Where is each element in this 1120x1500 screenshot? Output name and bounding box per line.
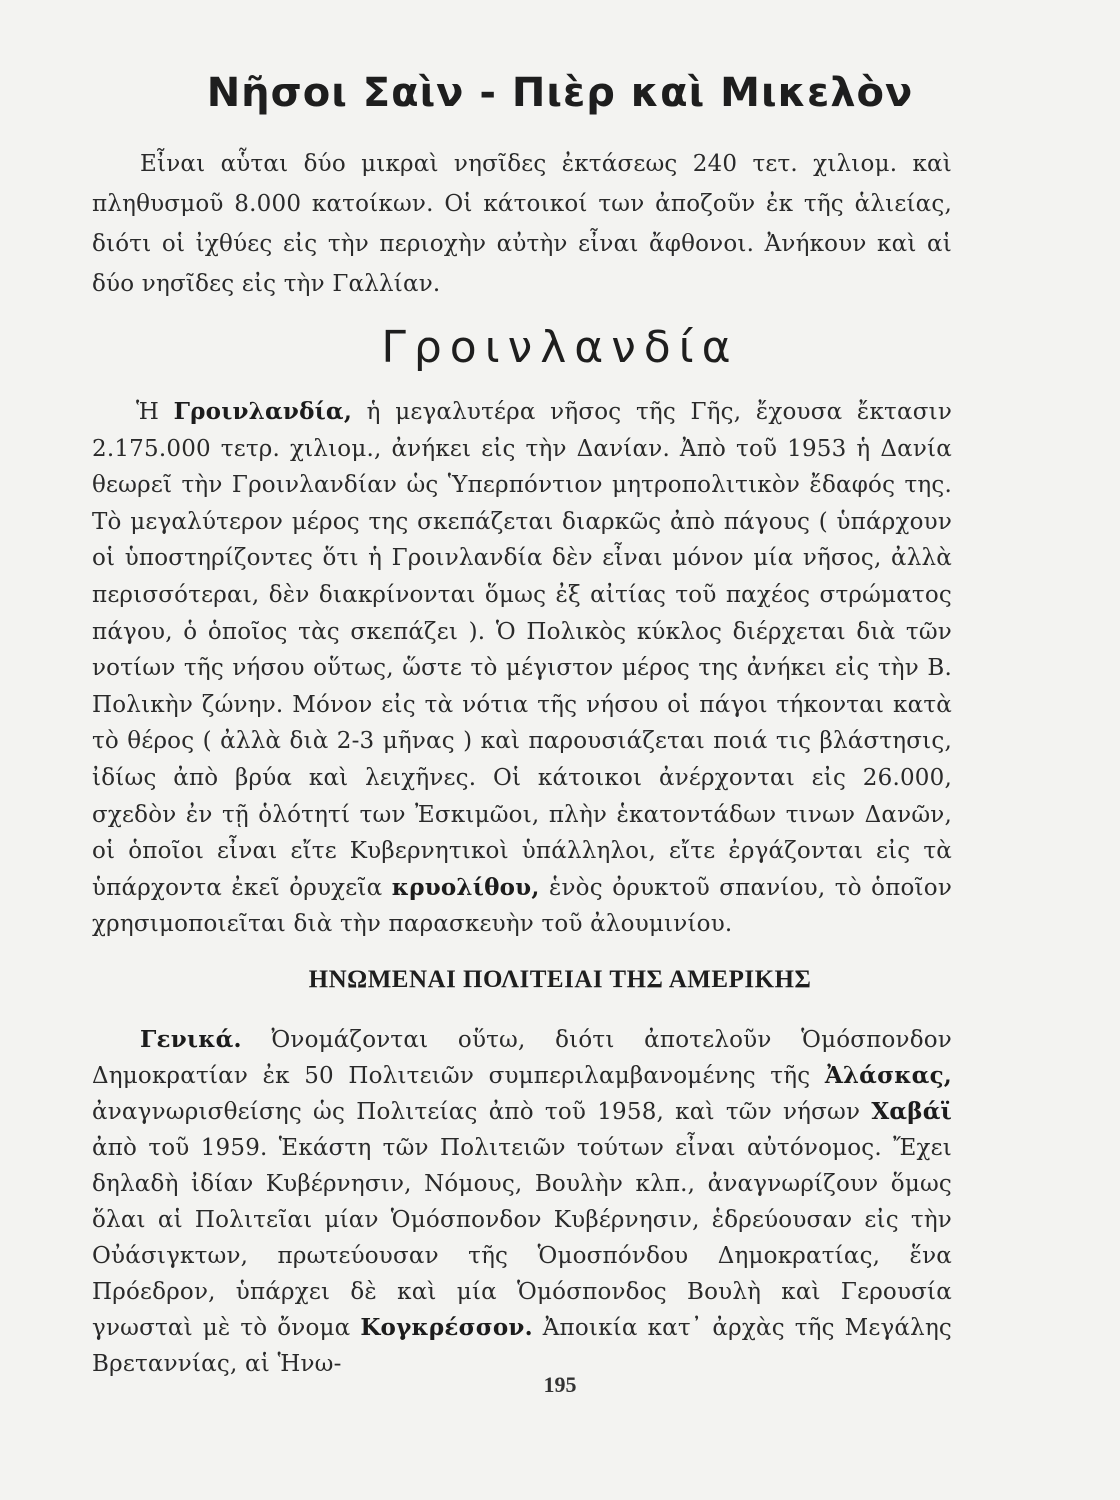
usa-text-3: ἀπὸ τοῦ 1959. Ἑκάστη τῶν Πολιτειῶν τούτων εἶναι αὐτόνομος. Ἔχει δηλαδὴ ἰδίαν Κυβέρνησιν, Νόμους, Βουλὴν κλπ., ἀναγνωρίζουν ὅμως ὅλαι αἱ Πολιτεῖαι μίαν Ὁμόσπονδον Κυβέρνησιν, ἑδρεύουσαν εἰς τὴν Οὐάσιγκτων, πρωτεύουσαν τῆς Ὁμοσπόνδου Δημοκρατίας, ἕνα Πρόεδρον, ὑπάρχει δὲ καὶ μία Ὁμόσπονδος Βουλὴ καὶ Γερουσία γνωσταὶ μὲ τὸ ὄνομα [92, 1135, 952, 1341]
cryolite-term: κρυολίθου, [391, 873, 540, 901]
usa-text-4: Ἀποικία κατ᾽ ἀρχὰς τῆς Μεγάλης Βρεταννίας, αἱ Ἡνω- [92, 1315, 953, 1377]
general-label: Γενικά. [140, 1026, 242, 1053]
greenland-name: Γροινλανδία, [173, 398, 353, 425]
page-number: 195 [543, 1372, 577, 1397]
greenland-intro: Ἡ [136, 399, 160, 425]
paragraph-saint-pierre [92, 144, 952, 304]
heading-greenland: Γροινλανδία [381, 322, 739, 373]
usa-text-2: ἀναγνωρισθείσης ὡς Πολιτείας ἀπὸ τοῦ 1958, καὶ τῶν νήσων [92, 1099, 861, 1125]
congress-term: Κογκρέσσον. [360, 1314, 533, 1341]
usa-text-1: Ὀνομάζονται οὕτω, διότι ἀποτελοῦν Ὁμόσπονδον Δημοκρατίαν ἐκ 50 Πολιτειῶν συμπεριλαμβανομένης τῆς [92, 1027, 952, 1089]
heading-saint-pierre-miquelon: Νῆσοι Σαὶν - Πιὲρ καὶ Μικελὸν [206, 70, 914, 116]
greenland-text-1: ἡ μεγαλυτέρα νῆσος τῆς Γῆς, ἔχουσα ἔκτασιν 2.175.000 τετρ. χιλιομ., ἀνήκει εἰς τὴν Δανίαν. Ἀπὸ τοῦ 1953 ἡ Δανία θεωρεῖ τὴν Γροινλανδίαν ὡς Ὑπερπόντιον μητροπολιτικὸν ἔδαφός της. Τὸ μεγαλύτερον μέρος της σκεπάζεται διαρκῶς ἀπὸ πάγους ( ὑπάρχουν οἱ ὑποστηρίζοντες ὅτι ἡ Γροινλανδία δὲν εἶναι μόνον μία νῆσος, ἀλλὰ περισσότεραι, δὲν διακρίνονται ὅμως ἐξ αἰτίας τοῦ παχέος στρώματος πάγου, ὁ ὁποῖος τὰς σκεπάζει ). Ὁ Πολικὸς κύκλος διέρχεται διὰ τῶν νοτίων τῆς νήσου οὕτως, ὥστε τὸ μέγιστον μέρος της ἀνήκει εἰς τὴν Β. Πολικὴν ζώνην. Μόνον εἰς τὰ νότια τῆς νήσου οἱ πάγοι τήκονται κατὰ τὸ θέρος ( ἀλλὰ διὰ 2-3 μῆνας ) καὶ παρουσιάζεται ποιά τις βλάστησις, ἰδίως ἀπὸ βρύα καὶ λειχῆνες. Οἱ κάτοικοι ἀνέρχονται εἰς 26.000, σχεδὸν ἐν τῇ ὁλότητί των Ἐσκιμῶοι, πλὴν ἑκατοντάδων τινων Δανῶν, οἱ ὁποῖοι εἶναι εἴτε Κυβερνητικοὶ ὑπάλληλοι, εἴτε ἐργάζονται εἰς τὰ ὑπάρχοντα ἐκεῖ ὀρυχεῖα [92, 399, 953, 901]
paragraph-greenland [92, 394, 952, 943]
greenland-text-2: ἑνὸς ὀρυκτοῦ σπανίου, τὸ ὁποῖον χρησιμοποιεῖται διὰ τὴν παρασκευὴν τοῦ ἀλουμινίου. [92, 874, 953, 938]
alaska-term: Ἀλάσκας, [824, 1062, 952, 1089]
heading-usa: ΗΝΩΜΕΝΑΙ ΠΟΛΙΤΕΙΑΙ ΤΗΣ ΑΜΕΡΙΚΗΣ [308, 966, 812, 993]
paragraph-usa [92, 1022, 952, 1382]
saint-pierre-text: Εἶναι αὗται δύο μικραὶ νησῖδες ἐκτάσεως 240 τετ. χιλιομ. καὶ πληθυσμοῦ 8.000 κατοίκων. Οἱ κάτοικοί των ἀποζοῦν ἐκ τῆς ἁλιείας, διότι οἱ ἰχθύες εἰς τὴν περιοχὴν αὐτὴν εἶναι ἄφθονοι. Ἀνήκουν καὶ αἱ δύο νησῖδες εἰς τὴν Γαλλίαν. [92, 151, 952, 297]
hawaii-term: Χαβάϊ [871, 1098, 952, 1125]
